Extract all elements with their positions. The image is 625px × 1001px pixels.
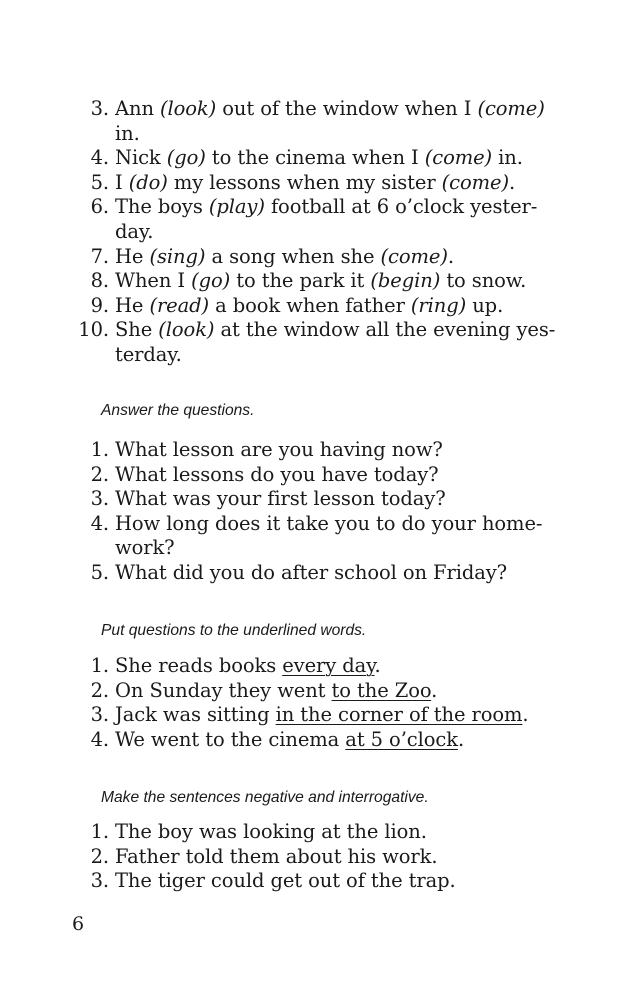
text-segment: The boys (115, 195, 209, 219)
text-segment: Ann (115, 97, 160, 120)
verb-hint: (play) (208, 195, 265, 219)
exercise-item (0, 269, 625, 294)
item-text-line (115, 318, 563, 343)
item-text-line (115, 195, 563, 220)
text-segment: to snow. (440, 269, 527, 293)
exercise-item (0, 97, 625, 146)
exercise-item (0, 487, 625, 512)
item-number: 6. (90, 195, 109, 219)
text-segment: in. (492, 146, 523, 170)
text-segment: to the cinema when I (205, 146, 425, 170)
text-segment: . (431, 678, 438, 702)
text-segment: When I (115, 269, 192, 293)
item-text-line (115, 869, 563, 894)
item-number: 2. (90, 678, 109, 702)
item-text-line (115, 146, 563, 171)
verb-hint: (come) (380, 244, 448, 268)
verb-hint: (read) (149, 293, 210, 317)
text-segment: in. (115, 121, 140, 145)
text-segment: . (457, 727, 465, 751)
item-text-line (115, 487, 563, 512)
text-segment: I (115, 170, 129, 194)
item-text-line (115, 561, 563, 586)
verb-hint: (ring) (410, 293, 467, 317)
item-number: 2. (90, 844, 109, 868)
text-segment: work? (115, 536, 175, 560)
item-text-line (115, 122, 563, 147)
verb-hint: (come) (424, 146, 493, 170)
item-text-line (115, 269, 563, 294)
text-segment: She (115, 318, 159, 342)
item-text-line (115, 512, 563, 537)
text-segment: to the park it (230, 269, 371, 293)
exercise-d-list (0, 820, 625, 894)
item-number: 2. (90, 462, 109, 486)
text-segment: . (447, 244, 454, 268)
exercise-item (0, 869, 625, 894)
exercise-item (0, 294, 625, 319)
item-number: 9. (90, 293, 109, 317)
verb-hint: (begin) (370, 269, 441, 293)
item-number: 3. (90, 869, 109, 893)
exercise-item (0, 171, 625, 196)
verb-hint: (go) (166, 146, 206, 170)
exercise-c-list (0, 654, 625, 752)
exercise-item (0, 728, 625, 753)
verb-hint: (go) (191, 269, 231, 293)
text-segment: The tiger could get out of the trap. (115, 869, 456, 893)
page-number: 6 (72, 913, 85, 935)
text-segment: What was your first lesson today? (115, 487, 446, 511)
item-number: 5. (90, 560, 109, 584)
item-number: 10. (78, 318, 109, 342)
item-text-line (115, 728, 563, 753)
text-segment: Father told them about his work. (115, 844, 438, 868)
text-segment: How long does it take you to do your home- (115, 511, 543, 535)
text-segment: a song when she (205, 244, 381, 268)
text-segment: The boy was looking at the lion. (115, 820, 427, 843)
item-number: 3. (90, 97, 109, 120)
text-segment: We went to the cinema (115, 727, 346, 751)
exercise-item (0, 318, 625, 367)
underlined-words: to the Zoo (331, 678, 432, 702)
text-segment: What lesson are you having now? (115, 438, 443, 461)
item-number: 3. (90, 487, 109, 511)
exercise-item (0, 463, 625, 488)
text-segment: . (508, 170, 516, 194)
exercise-item (0, 245, 625, 270)
text-segment: a book when father (209, 293, 411, 317)
underlined-words: in the corner of the room (275, 703, 523, 727)
exercise-item (0, 561, 625, 586)
verb-hint: (look) (160, 97, 217, 120)
item-text-line (115, 820, 563, 845)
exercise-item (0, 703, 625, 728)
item-number: 1. (90, 820, 109, 843)
verb-hint: (do) (128, 170, 168, 194)
item-number: 3. (90, 703, 109, 727)
item-number: 4. (90, 511, 109, 535)
text-segment: . (522, 703, 529, 727)
verb-hint: (come) (477, 97, 545, 120)
text-segment: He (115, 293, 150, 317)
underlined-words: at 5 o’clock (345, 727, 458, 751)
text-segment: She reads books (115, 654, 283, 677)
exercise-item (0, 654, 625, 679)
text-segment: Jack was sitting (115, 703, 276, 727)
item-number: 5. (90, 170, 109, 194)
text-segment: On Sunday they went (115, 678, 332, 702)
exercise-b-instruction: Answer the questions. (101, 402, 255, 419)
item-number: 7. (90, 244, 109, 268)
item-text-line (115, 679, 563, 704)
verb-hint: (sing) (149, 244, 206, 268)
exercise-item (0, 195, 625, 244)
exercise-c-instruction: Put questions to the underlined words. (101, 622, 367, 639)
exercise-item (0, 845, 625, 870)
exercise-item (0, 146, 625, 171)
text-segment: out of the window when I (216, 97, 478, 120)
item-text-line (115, 463, 563, 488)
text-segment: terday. (115, 342, 182, 366)
exercise-item (0, 820, 625, 845)
text-segment: my lessons when my sister (167, 170, 442, 194)
item-number: 8. (90, 269, 109, 293)
text-segment: Nick (115, 146, 167, 170)
item-text-line (115, 220, 563, 245)
text-segment: day. (115, 219, 154, 243)
item-text-line (115, 654, 563, 679)
text-segment: What did you do after school on Friday? (115, 560, 508, 584)
text-segment: . (374, 654, 381, 677)
item-number: 1. (90, 654, 109, 677)
item-number: 4. (90, 727, 109, 751)
exercise-item (0, 438, 625, 463)
text-segment: football at 6 o’clock yester- (264, 195, 538, 219)
exercise-item (0, 512, 625, 561)
item-text-line (115, 438, 563, 463)
item-text-line (115, 97, 563, 122)
item-text-line (115, 536, 563, 561)
item-text-line (115, 171, 563, 196)
text-segment: He (115, 244, 150, 268)
text-segment: What lessons do you have today? (115, 462, 439, 486)
item-text-line (115, 245, 563, 270)
exercise-item (0, 679, 625, 704)
item-text-line (115, 703, 563, 728)
exercise-b-list (0, 438, 625, 586)
item-text-line (115, 294, 563, 319)
item-number: 1. (90, 438, 109, 461)
text-segment: up. (466, 293, 504, 317)
item-text-line (115, 845, 563, 870)
item-number: 4. (90, 146, 109, 170)
exercise-a-list (0, 97, 625, 368)
verb-hint: (come) (441, 170, 509, 194)
item-text-line (115, 343, 563, 368)
verb-hint: (look) (158, 318, 215, 342)
text-segment: at the window all the evening yes- (214, 318, 556, 342)
exercise-d-instruction: Make the sentences negative and interrogative. (101, 789, 429, 806)
underlined-words: every day (282, 654, 375, 677)
